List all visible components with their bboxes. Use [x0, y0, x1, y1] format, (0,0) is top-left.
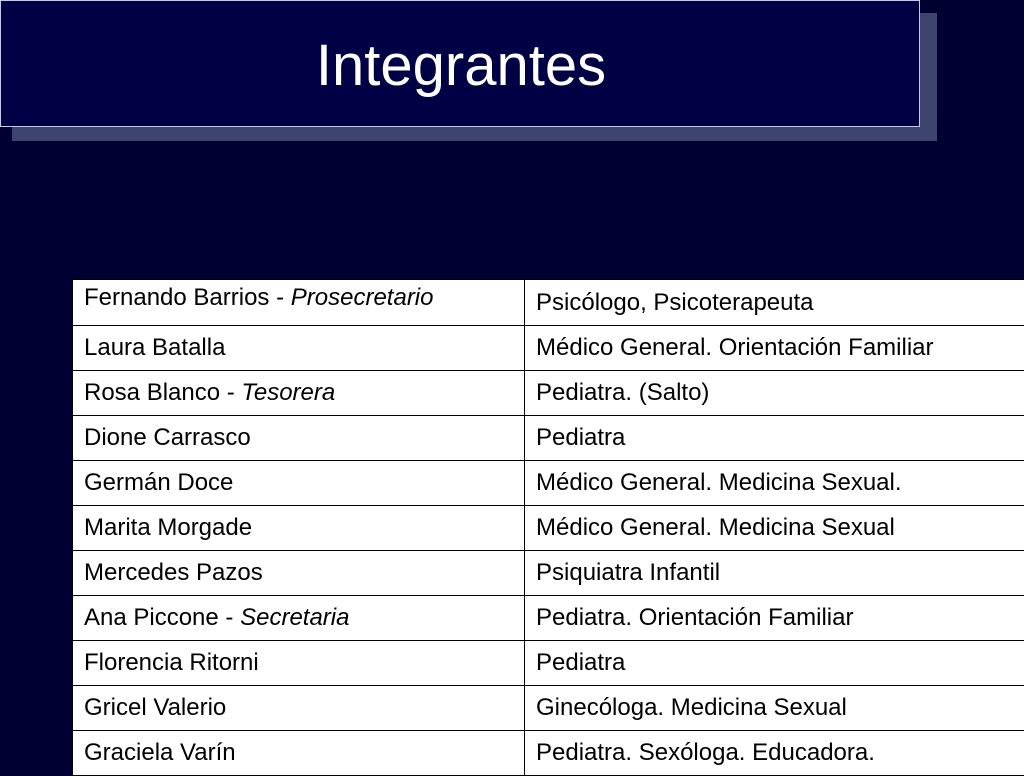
- table-row: [73, 596, 1024, 641]
- member-name: Mercedes Pazos: [84, 559, 263, 586]
- member-profession-cell: Médico General. Medicina Sexual: [525, 506, 1024, 551]
- member-name-cell: [73, 731, 525, 776]
- members-table: [72, 279, 1024, 776]
- member-profession-cell: Pediatra: [525, 641, 1024, 686]
- member-name: Florencia Ritorni: [84, 649, 259, 676]
- table-row: [73, 506, 1024, 551]
- member-role: Tesorera: [241, 379, 335, 406]
- title-box: [0, 0, 920, 127]
- member-profession-cell: Pediatra. Orientación Familiar: [525, 596, 1024, 641]
- member-name: Gricel Valerio: [84, 694, 226, 721]
- table-row: [73, 686, 1024, 731]
- table-row: [73, 371, 1024, 416]
- member-name-cell: [73, 506, 525, 551]
- member-name-cell: [73, 280, 525, 326]
- member-name: Marita Morgade: [84, 514, 252, 541]
- member-profession-cell: Médico General. Orientación Familiar: [525, 326, 1024, 371]
- member-role: Secretaria: [240, 604, 349, 631]
- member-name: Graciela Varín: [84, 739, 236, 766]
- member-role: Prosecretario: [291, 284, 434, 311]
- member-name-cell: [73, 641, 525, 686]
- slide-title: Integrantes: [1, 31, 921, 101]
- table-row: [73, 731, 1024, 776]
- member-profession-cell: Pediatra: [525, 416, 1024, 461]
- member-name-cell: [73, 371, 525, 416]
- member-name: Ana Piccone -: [84, 604, 240, 631]
- table-row: [73, 461, 1024, 506]
- member-name-cell: [73, 461, 525, 506]
- member-name: Germán Doce: [84, 469, 233, 496]
- member-profession-cell: Médico General. Medicina Sexual.: [525, 461, 1024, 506]
- member-profession-cell: Pediatra. (Salto): [525, 371, 1024, 416]
- members-table-body: [73, 280, 1024, 776]
- member-name-cell: [73, 551, 525, 596]
- member-name: Fernando Barrios -: [84, 284, 291, 311]
- table-row: [73, 280, 1024, 326]
- member-name: Dione Carrasco: [84, 424, 251, 451]
- table-row: [73, 551, 1024, 596]
- member-name: Rosa Blanco -: [84, 379, 241, 406]
- table-row: [73, 416, 1024, 461]
- member-name-cell: [73, 416, 525, 461]
- member-name-cell: [73, 326, 525, 371]
- member-name-cell: [73, 686, 525, 731]
- member-name-cell: [73, 596, 525, 641]
- member-name: Laura Batalla: [84, 334, 225, 361]
- table-row: [73, 641, 1024, 686]
- member-profession-cell: Pediatra. Sexóloga. Educadora.: [525, 731, 1024, 776]
- table-row: [73, 326, 1024, 371]
- member-profession-cell: Psicólogo, Psicoterapeuta: [525, 280, 1024, 326]
- member-profession-cell: Ginecóloga. Medicina Sexual: [525, 686, 1024, 731]
- member-profession-cell: Psiquiatra Infantil: [525, 551, 1024, 596]
